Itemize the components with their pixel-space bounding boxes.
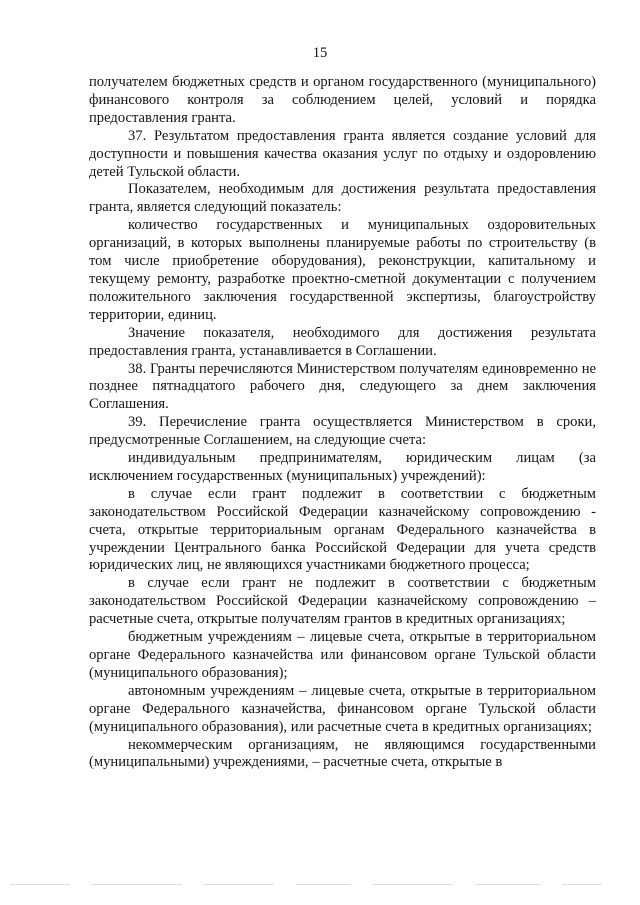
paragraph-8: индивидуальным предпринимателям, юридическим лицам (за исключением государственных (муниципальных) учреждений): (89, 450, 596, 484)
paragraph-7: 39. Перечисление гранта осуществляется Министерством в сроки, предусмотренные Соглашением, на следующие счета: (89, 414, 596, 449)
paragraph-12: автономным учреждениям – лицевые счета, открытые в территориальном органе Федерального казначейства, финансовом органе Тульской области (муниципального образования), или расчетные счета в кредитных организациях; (89, 682, 596, 735)
paragraph-1: получателем бюджетных средств и органом государственного (муниципального) финансового контроля за соблюдением целей, условий и порядка предоставления гранта. (89, 74, 596, 126)
document-body (89, 74, 596, 772)
paragraph-3: Показателем, необходимым для достижения результата предоставления гранта, является следующий показатель: (89, 181, 596, 216)
paragraph-6: 38. Гранты перечисляются Министерством получателям единовременно не позднее пятнадцатого рабочего дня, следующего за днем заключения Соглашения. (89, 360, 596, 413)
paragraph-13: некоммерческим организациям, не являющимся государственными (муниципальными) учреждениями, – расчетные счета, открытые в (89, 736, 596, 771)
paragraph-9: в случае если грант подлежит в соответствии с бюджетным законодательством Российской Федерации казначейскому сопровождению - счета, открытые территориальным органам Федерального казначейства в учреждении Центрального банка Российской Федерации для учета средств юридических лиц, не являющихся участниками бюджетного процесса; (89, 485, 596, 574)
paragraph-2: 37. Результатом предоставления гранта является создание условий для доступности и повышения качества оказания услуг по отдыху и оздоровлению детей Тульской области. (89, 127, 596, 180)
paragraph-10: в случае если грант не подлежит в соответствии с бюджетным законодательством Российской Федерации казначейскому сопровождению – расчетные счета, открытые получателям грантов в кредитных организациях; (89, 575, 596, 628)
scan-artifact-line (10, 884, 630, 888)
paragraph-4: количество государственных и муниципальных оздоровительных организаций, в которых выполнены планируемые работы по строительству (в том числе приобретение оборудования), реконструкции, капитальному и текущему ремонту, разработке проектно-сметной документации с получением положительного заключения государственной экспертизы, благоустройству территории, единиц. (89, 217, 596, 323)
page-number: 15 (312, 45, 328, 61)
paragraph-5: Значение показателя, необходимого для достижения результата предоставления гранта, устанавливается в Соглашении. (89, 324, 596, 359)
paragraph-11: бюджетным учреждениям – лицевые счета, открытые в территориальном органе Федерального казначейства или финансовом органе Тульской области (муниципального образования); (89, 629, 596, 681)
